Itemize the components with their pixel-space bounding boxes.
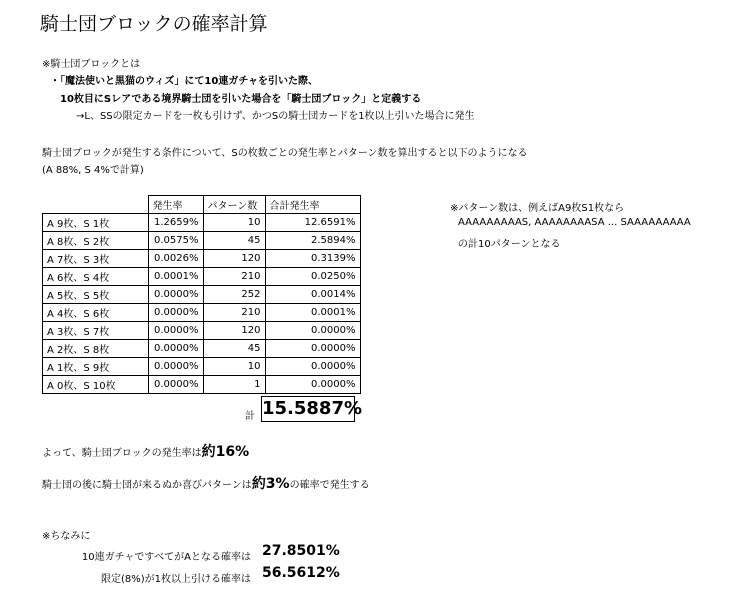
row-total: 12.6591%	[265, 214, 360, 232]
conclusion-block-rate	[42, 441, 249, 461]
table-row	[43, 232, 361, 250]
table-row	[43, 340, 361, 358]
definition-line-1: ・「魔法使いと黒猫のウィズ」にて10連ガチャを引いた際、	[50, 76, 319, 87]
row-total: 0.0001%	[265, 304, 360, 322]
row-patterns: 10	[203, 358, 265, 376]
row-rate: 0.0026%	[148, 250, 203, 268]
row-total: 0.0000%	[265, 340, 360, 358]
header-total-rate: 合計発生率	[265, 196, 360, 214]
extra-row-2-value: 56.5612%	[262, 565, 340, 581]
row-rate: 1.2659%	[148, 214, 203, 232]
table-row	[43, 214, 361, 232]
row-label: A 9枚、S 1枚	[43, 214, 149, 232]
extra-row-1-label: 10連ガチャですべてがAとなる確率は	[81, 552, 251, 563]
row-label: A 2枚、S 8枚	[43, 340, 149, 358]
row-label: A 7枚、S 3枚	[43, 250, 149, 268]
header-blank	[43, 196, 149, 214]
row-patterns: 1	[203, 376, 265, 394]
row-patterns: 45	[203, 340, 265, 358]
row-patterns: 120	[203, 250, 265, 268]
row-total: 2.5894%	[265, 232, 360, 250]
row-total: 0.3139%	[265, 250, 360, 268]
total-value: 15.5887%	[261, 396, 355, 422]
row-label: A 1枚、S 9枚	[43, 358, 149, 376]
row-label: A 0枚、S 10枚	[43, 376, 149, 394]
row-label: A 6枚、S 4枚	[43, 268, 149, 286]
header-patterns: パターン数	[203, 196, 265, 214]
row-total: 0.0014%	[265, 286, 360, 304]
row-rate: 0.0000%	[148, 322, 203, 340]
note-line-1: ※パターン数は、例えばA9枚S1枚なら	[450, 203, 625, 214]
table-row	[43, 250, 361, 268]
row-patterns: 120	[203, 322, 265, 340]
extra-row-2-label: 限定(8%)が1枚以上引ける確率は	[100, 574, 251, 585]
row-patterns: 210	[203, 268, 265, 286]
row-rate: 0.0000%	[148, 358, 203, 376]
row-rate: 0.0000%	[148, 340, 203, 358]
row-rate: 0.0575%	[148, 232, 203, 250]
table-row	[43, 286, 361, 304]
row-total: 0.0000%	[265, 376, 360, 394]
conclusion-2-text: 騎士団の後に騎士団が来るぬか喜びパターンは	[42, 480, 252, 491]
row-label: A 4枚、S 6枚	[43, 304, 149, 322]
total-label: 計	[245, 411, 255, 422]
table-row	[43, 322, 361, 340]
row-label: A 5枚、S 5枚	[43, 286, 149, 304]
intro-line-1: 騎士団ブロックが発生する条件について、Sの枚数ごとの発生率とパターン数を算出すると以下のようになる	[42, 148, 528, 159]
extra-heading: ※ちなみに	[42, 531, 91, 542]
conclusion-false-joy-rate	[42, 473, 370, 493]
page-title: 騎士団ブロックの確率計算	[40, 13, 268, 35]
note-line-2: AAAAAAAAAS, AAAAAAAASA ... SAAAAAAAAA	[458, 217, 691, 228]
definition-line-2: 10枚目にSレアである境界騎士団を引いた場合を「騎士団ブロック」と定義する	[60, 94, 422, 105]
row-patterns: 210	[203, 304, 265, 322]
conclusion-2-suffix: の確率で発生する	[289, 480, 370, 491]
row-total: 0.0000%	[265, 322, 360, 340]
row-rate: 0.0000%	[148, 304, 203, 322]
row-rate: 0.0000%	[148, 376, 203, 394]
row-total: 0.0000%	[265, 358, 360, 376]
table-row	[43, 268, 361, 286]
row-total: 0.0250%	[265, 268, 360, 286]
row-label: A 8枚、S 2枚	[43, 232, 149, 250]
extra-row-1-value: 27.8501%	[262, 543, 340, 559]
table-row	[43, 358, 361, 376]
row-label: A 3枚、S 7枚	[43, 322, 149, 340]
row-patterns: 252	[203, 286, 265, 304]
definition-line-3: →L、SSの限定カードを一枚も引けず、かつSの騎士団カードを1枚以上引いた場合に発生	[76, 111, 475, 122]
row-patterns: 10	[203, 214, 265, 232]
row-patterns: 45	[203, 232, 265, 250]
probability-table	[42, 195, 361, 394]
table-header-row	[43, 196, 361, 214]
conclusion-1-text: よって、騎士団ブロックの発生率は	[42, 448, 202, 459]
definition-heading: ※騎士団ブロックとは	[42, 59, 141, 70]
table-row	[43, 304, 361, 322]
intro-line-2: (A 88%, S 4%で計算)	[42, 165, 144, 176]
conclusion-1-value: 約16%	[201, 444, 250, 460]
header-rate: 発生率	[148, 196, 203, 214]
table-row	[43, 376, 361, 394]
row-rate: 0.0000%	[148, 286, 203, 304]
conclusion-2-value: 約3%	[251, 476, 290, 492]
note-line-3: の計10パターンとなる	[458, 239, 561, 250]
row-rate: 0.0001%	[148, 268, 203, 286]
